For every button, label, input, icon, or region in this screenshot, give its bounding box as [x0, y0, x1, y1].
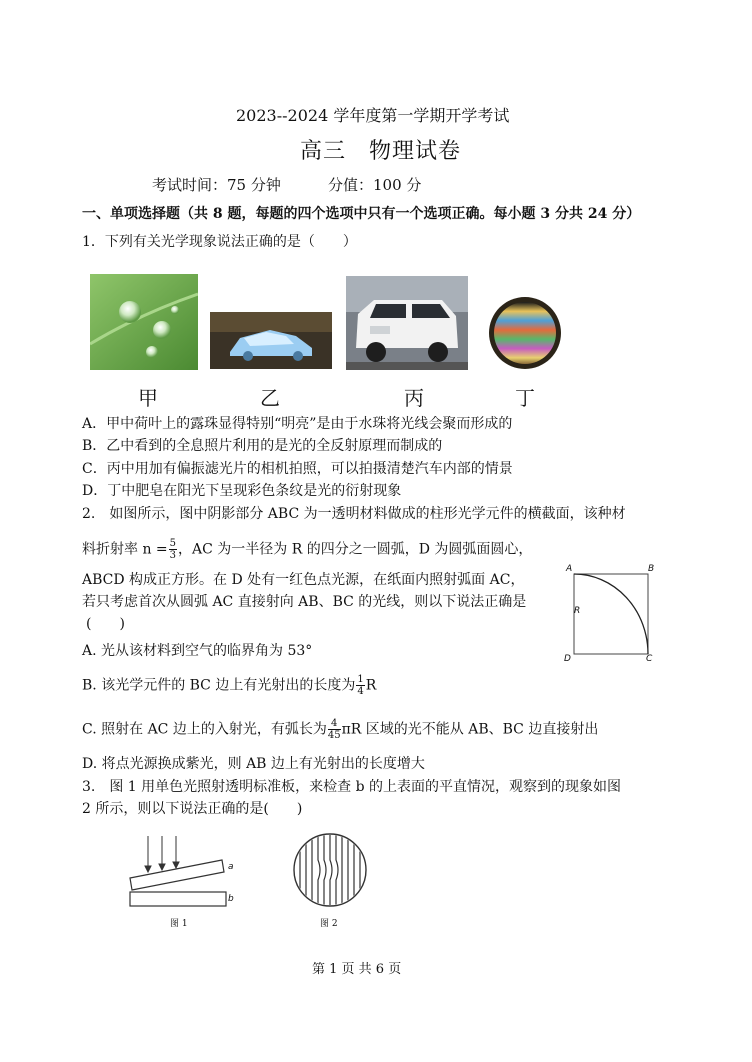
q1-option-c: C．丙中用加有偏振滤光片的相机拍照，可以拍摄清楚汽车内部的情景 — [82, 461, 513, 477]
q2-option-a: A. 光从该材料到空气的临界角为 53° — [82, 643, 313, 659]
plate-b-label: b — [228, 894, 234, 904]
quarter-circle-diagram — [560, 566, 656, 666]
q2-option-c: C. 照射在 AC 边上的入射光，有弧长为 $\frac{4}{45}$ πR 区域的光不能从 AB、BC 边直接射出 — [82, 718, 599, 741]
image-label-ding: 丁 — [515, 386, 535, 410]
plate-a-label: a — [228, 862, 234, 872]
q2-option-b: B. 该光学元件的 BC 边上有光射出的长度为 $\frac{1}{4}$ R — [82, 674, 377, 697]
car-photo — [346, 276, 468, 370]
q3-stem-line2: 2 所示，则以下说法正确的是( ) — [82, 801, 303, 817]
fig2-caption: 图 2 — [320, 919, 338, 929]
exam-score: 分值：100 分 — [328, 176, 422, 194]
fig1-caption: 图 1 — [170, 919, 188, 929]
dewdrop-photo — [90, 274, 198, 370]
fig-label-d: D — [564, 654, 571, 664]
section-heading: 一、单项选择题（共 8 题，每题的四个选项中只有一个选项正确。每小题 3 分共 24 分） — [82, 206, 641, 222]
q2-stem-line1: 2. 如图所示，图中阴影部分 ABC 为一透明材料做成的柱形光学元件的横截面，该种材 — [82, 506, 626, 522]
image-label-yi: 乙 — [260, 386, 280, 410]
q1-stem: 1．下列有关光学现象说法正确的是（ ） — [82, 234, 357, 250]
q1-option-d: D．丁中肥皂在阳光下呈现彩色条纹是光的衍射现象 — [82, 483, 402, 499]
exam-title: 2023--2024 学年度第一学期开学考试 — [236, 106, 510, 125]
page-number: 第 1 页 共 6 页 — [312, 962, 402, 977]
fig-label-b: B — [648, 564, 655, 574]
q2-stem-line2: 料折射率 n = $\frac{5}{3}$ ，AC 为一半径为 R 的四分之一圆弧，D 为圆弧面圆心， — [82, 538, 533, 561]
wedge-plates-diagram — [124, 834, 244, 934]
fraction-1-4: $\frac{1}{4}$ — [357, 674, 364, 697]
paper-subtitle: 高三 物理试卷 — [300, 139, 462, 164]
soap-film-photo — [486, 294, 564, 372]
fig-label-a: A — [566, 564, 573, 574]
q2-option-d: D. 将点光源换成紫光，则 AB 边上有光射出的长度增大 — [82, 756, 425, 772]
image-label-jia: 甲 — [138, 386, 158, 410]
fraction-4-45: $\frac{4}{45}$ — [327, 718, 341, 741]
fig-label-c: C — [646, 654, 653, 664]
q3-stem-line1: 3. 图 1 用单色光照射透明标准板，来检查 b 的上表面的平直情况，观察到的现象如图 — [82, 779, 622, 795]
q2-stem-line4: 若只考虑首次从圆弧 AC 直接射向 AB、BC 的光线，则以下说法正确是 — [82, 594, 527, 610]
exam-time: 考试时间：75 分钟 — [152, 176, 281, 194]
interference-fringes-diagram — [290, 830, 370, 930]
q2-stem-line5: ( ) — [86, 616, 125, 632]
q2-stem-line3: ABCD 构成正方形。在 D 处有一红色点光源，在纸面内照射弧面 AC， — [82, 572, 525, 588]
fraction-5-3: $\frac{5}{3}$ — [169, 538, 177, 561]
q1-option-b: B．乙中看到的全息照片利用的是光的全反射原理而制成的 — [82, 438, 443, 454]
fig-label-r: R — [574, 606, 581, 616]
q1-option-a: A．甲中荷叶上的露珠显得特别“明亮”是由于水珠将光线会聚而形成的 — [82, 416, 513, 432]
hologram-photo — [210, 312, 332, 369]
image-label-bing: 丙 — [404, 386, 424, 410]
